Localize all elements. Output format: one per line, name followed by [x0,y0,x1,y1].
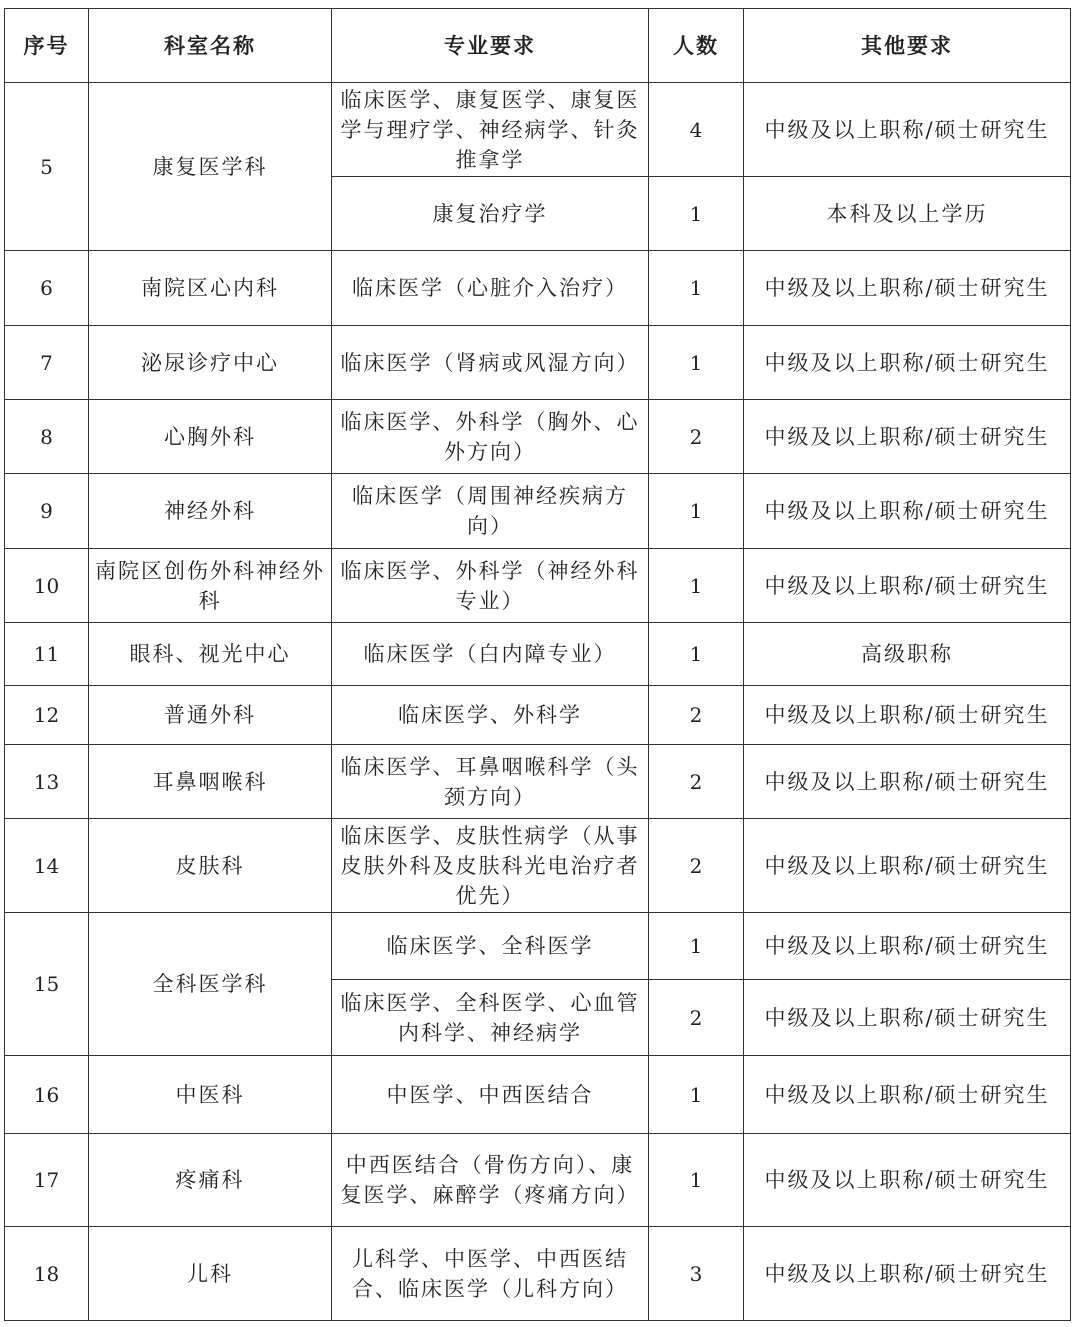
seq-cell: 13 [5,745,89,819]
dept-cell: 儿科 [89,1227,332,1321]
table-row [5,819,1071,913]
other-cell: 本科及以上学历 [744,177,1071,251]
other-cell: 中级及以上职称/硕士研究生 [744,1227,1071,1321]
other-cell: 高级职称 [744,623,1071,686]
table-row [5,549,1071,623]
other-cell: 中级及以上职称/硕士研究生 [744,1134,1071,1227]
major-cell: 临床医学、外科学 [332,686,649,745]
count-cell: 1 [649,1056,744,1134]
table-row [5,1134,1071,1227]
dept-cell: 中医科 [89,1056,332,1134]
other-cell: 中级及以上职称/硕士研究生 [744,326,1071,400]
major-cell: 临床医学、外科学（神经外科专业） [332,549,649,623]
header-dept: 科室名称 [89,9,332,83]
other-cell: 中级及以上职称/硕士研究生 [744,745,1071,819]
count-cell: 1 [649,623,744,686]
seq-cell: 12 [5,686,89,745]
major-cell: 临床医学、全科医学、心血管内科学、神经病学 [332,980,649,1056]
count-cell: 2 [649,686,744,745]
seq-cell: 5 [5,83,89,251]
table-row [5,686,1071,745]
dept-cell: 疼痛科 [89,1134,332,1227]
count-cell: 1 [649,326,744,400]
table-row [5,1227,1071,1321]
count-cell: 2 [649,819,744,913]
count-cell: 1 [649,251,744,326]
major-cell: 中西医结合（骨伤方向）、康复医学、麻醉学（疼痛方向） [332,1134,649,1227]
other-cell: 中级及以上职称/硕士研究生 [744,474,1071,549]
dept-cell: 皮肤科 [89,819,332,913]
other-cell: 中级及以上职称/硕士研究生 [744,400,1071,474]
dept-cell: 心胸外科 [89,400,332,474]
major-cell: 康复治疗学 [332,177,649,251]
count-cell: 4 [649,83,744,177]
seq-cell: 15 [5,913,89,1056]
table-row [5,913,1071,980]
table-row [5,474,1071,549]
dept-cell: 南院区心内科 [89,251,332,326]
header-row [5,9,1071,83]
seq-cell: 9 [5,474,89,549]
seq-cell: 7 [5,326,89,400]
major-cell: 临床医学、全科医学 [332,913,649,980]
major-cell: 临床医学、皮肤性病学（从事皮肤外科及皮肤科光电治疗者优先） [332,819,649,913]
table-row [5,400,1071,474]
dept-cell: 全科医学科 [89,913,332,1056]
header-seq: 序号 [5,9,89,83]
dept-cell: 神经外科 [89,474,332,549]
count-cell: 3 [649,1227,744,1321]
seq-cell: 11 [5,623,89,686]
dept-cell: 眼科、视光中心 [89,623,332,686]
seq-cell: 14 [5,819,89,913]
header-count: 人数 [649,9,744,83]
table-row [5,745,1071,819]
seq-cell: 16 [5,1056,89,1134]
count-cell: 1 [649,549,744,623]
count-cell: 1 [649,1134,744,1227]
header-major: 专业要求 [332,9,649,83]
other-cell: 中级及以上职称/硕士研究生 [744,1056,1071,1134]
count-cell: 2 [649,745,744,819]
major-cell: 临床医学、耳鼻咽喉科学（头颈方向） [332,745,649,819]
other-cell: 中级及以上职称/硕士研究生 [744,549,1071,623]
major-cell: 临床医学（周围神经疾病方向） [332,474,649,549]
table-row [5,83,1071,177]
dept-cell: 普通外科 [89,686,332,745]
other-cell: 中级及以上职称/硕士研究生 [744,913,1071,980]
seq-cell: 17 [5,1134,89,1227]
other-cell: 中级及以上职称/硕士研究生 [744,980,1071,1056]
other-cell: 中级及以上职称/硕士研究生 [744,83,1071,177]
count-cell: 1 [649,177,744,251]
table-row [5,623,1071,686]
count-cell: 2 [649,400,744,474]
count-cell: 1 [649,913,744,980]
other-cell: 中级及以上职称/硕士研究生 [744,686,1071,745]
major-cell: 临床医学（肾病或风湿方向） [332,326,649,400]
major-cell: 临床医学、外科学（胸外、心外方向） [332,400,649,474]
seq-cell: 18 [5,1227,89,1321]
major-cell: 临床医学（心脏介入治疗） [332,251,649,326]
major-cell: 儿科学、中医学、中西医结合、临床医学（儿科方向） [332,1227,649,1321]
seq-cell: 6 [5,251,89,326]
major-cell: 中医学、中西医结合 [332,1056,649,1134]
recruitment-table [4,8,1071,1321]
seq-cell: 10 [5,549,89,623]
dept-cell: 南院区创伤外科神经外科 [89,549,332,623]
other-cell: 中级及以上职称/硕士研究生 [744,819,1071,913]
table-row [5,251,1071,326]
table-row [5,1056,1071,1134]
major-cell: 临床医学、康复医学、康复医学与理疗学、神经病学、针灸推拿学 [332,83,649,177]
dept-cell: 耳鼻咽喉科 [89,745,332,819]
header-other: 其他要求 [744,9,1071,83]
count-cell: 2 [649,980,744,1056]
seq-cell: 8 [5,400,89,474]
dept-cell: 泌尿诊疗中心 [89,326,332,400]
table-row [5,326,1071,400]
dept-cell: 康复医学科 [89,83,332,251]
major-cell: 临床医学（白内障专业） [332,623,649,686]
count-cell: 1 [649,474,744,549]
other-cell: 中级及以上职称/硕士研究生 [744,251,1071,326]
